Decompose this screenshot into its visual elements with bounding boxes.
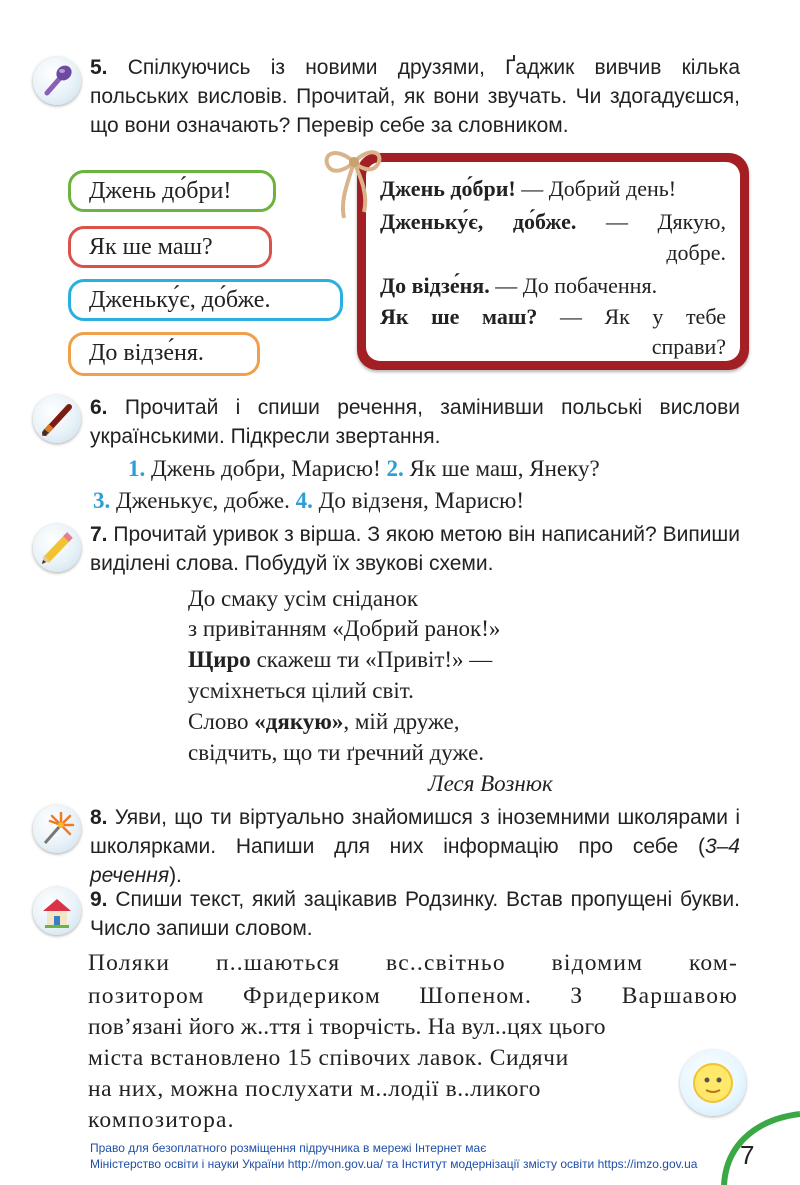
dictionary-definition: — Як у тебе <box>537 304 726 329</box>
dictionary-panel <box>366 162 740 361</box>
task-number: 9. <box>90 888 108 911</box>
house-icon <box>33 887 81 935</box>
highlighted-word: «дякую» <box>254 709 344 734</box>
poem-line-5 <box>188 707 460 737</box>
poem-author: Леся Вознюк <box>428 771 553 796</box>
microphone-icon <box>33 57 81 105</box>
sentence-number: 3. <box>93 488 111 513</box>
sentences-line-1 <box>128 454 600 484</box>
sentence-text: Дженькує, добже. <box>110 488 296 513</box>
task-number: 6. <box>90 396 108 419</box>
task-5-instruction <box>90 53 740 140</box>
dictionary-term: Як ше маш? <box>380 304 538 329</box>
prose-line-4: міста встановлено 15 співочих лавок. Сидячи <box>88 1045 569 1071</box>
dictionary-definition: справи? <box>651 334 726 359</box>
prose-line-3: пов’язані його ж..ття і творчість. На вул..цях цього <box>88 1014 606 1040</box>
dictionary-entry-2 <box>380 207 726 237</box>
task-number: 8. <box>90 806 108 829</box>
sentence-number: 2. <box>386 456 404 481</box>
task-number: 7. <box>90 523 108 546</box>
footer-license-line-2: Міністерство освіти і науки України http://mon.gov.ua/ та Інститут модернізації змісту освіти https://imzo.gov.ua <box>90 1157 698 1171</box>
phrase-bubble-3 <box>68 279 343 321</box>
dictionary-entry-1 <box>380 174 726 204</box>
page-number: 7 <box>740 1140 755 1170</box>
task-text: ). <box>169 864 182 887</box>
task-7-instruction <box>90 520 740 578</box>
smiley-icon <box>680 1050 746 1116</box>
dictionary-definition: — Дякую, <box>576 209 726 234</box>
dictionary-entry-3 <box>380 271 726 301</box>
dictionary-term: До відзе́ня. <box>380 273 490 298</box>
poem-text: скажеш ти «Привіт!» — <box>250 647 493 672</box>
poem-text: Слово <box>188 709 255 734</box>
phrase-text: Дженьку́є, до́бже. <box>89 287 271 313</box>
task-text: Спілкуючись із новими друзями, Ґаджик вивчив кілька польських висловів. Прочитай, як вони звучать. Чи здогадуєшся, що вони означають? Перевір себе за словником. <box>90 56 740 137</box>
task-text: Спиши текст, який зацікавив Родзинку. Встав пропущені букви. Число запиши словом. <box>90 888 740 940</box>
phrase-text: До відзе́ня. <box>89 340 204 366</box>
task-text: Прочитай і спиши речення, замінивши польські вислови українськими. Підкресли звертання. <box>90 396 740 448</box>
dictionary-term: Дженьку́є, до́бже. <box>380 209 577 234</box>
task-text: Прочитай уривок з вірша. З якою метою він написаний? Випиши виділені слова. Побудуй їх звукові схеми. <box>90 523 740 575</box>
pen-icon <box>33 395 81 443</box>
poem-line-2: з привітанням «Добрий ранок!» <box>188 616 501 641</box>
pencil-icon <box>33 524 81 572</box>
dictionary-entry-2-cont <box>380 238 726 268</box>
prose-line-2: позитором Фридериком Шопеном. З Варшавою <box>88 983 738 1009</box>
dictionary-definition: — Добрий день! <box>515 176 677 201</box>
sparkler-icon <box>33 805 81 853</box>
dictionary-definition: добре. <box>666 240 726 265</box>
page-corner-decoration <box>712 1108 800 1185</box>
dictionary-term: Джень до́бри! <box>380 176 516 201</box>
task-8-instruction <box>90 803 740 890</box>
task-9-instruction <box>90 885 740 943</box>
ribbon-bow-icon <box>318 140 390 222</box>
phrase-text: Джень до́бри! <box>89 178 232 204</box>
poem-text: , мій друже, <box>343 709 460 734</box>
sentence-text: Як ше маш, Янеку? <box>403 456 600 481</box>
sentence-number: 1. <box>128 456 146 481</box>
task-text-italic: 3–4 речення <box>90 835 740 887</box>
sentence-text: До відзеня, Марисю! <box>312 488 525 513</box>
footer-license-line-1: Право для безоплатного розміщення підручника в мережі Інтернет має <box>90 1141 487 1155</box>
poem-line-1: До смаку усім сніданок <box>188 586 419 611</box>
dictionary-entry-4 <box>380 302 726 332</box>
phrase-bubble-2 <box>68 226 272 268</box>
sentence-number: 4. <box>295 488 313 513</box>
poem-line-6: свідчить, що ти ґречний дуже. <box>188 740 485 765</box>
phrase-text: Як ше маш? <box>89 234 213 260</box>
highlighted-word: Щиро <box>188 647 251 672</box>
dictionary-definition: — До побачення. <box>489 273 658 298</box>
sentences-line-2 <box>93 486 524 516</box>
task-number: 5. <box>90 56 108 79</box>
poem-line-4: усміхнеться цілий світ. <box>188 678 414 703</box>
phrase-bubble-4 <box>68 332 260 376</box>
prose-line-6: композитора. <box>88 1107 235 1133</box>
poem-line-3 <box>188 645 492 675</box>
task-6-instruction <box>90 393 740 451</box>
prose-line-1: Поляки п..шаються вс..світньо відомим ком- <box>88 950 738 976</box>
prose-line-5: на них, можна послухати м..лодії в..ликого <box>88 1076 541 1102</box>
dictionary-box <box>357 153 749 370</box>
task-text: Уяви, що ти віртуально знайомишся з іноземними школярами і школярками. Напиши для них інформацію про себе ( <box>90 806 740 858</box>
sentence-text: Джень добри, Марисю! <box>145 456 387 481</box>
dictionary-entry-4-cont <box>380 332 726 362</box>
phrase-bubble-1 <box>68 170 276 212</box>
